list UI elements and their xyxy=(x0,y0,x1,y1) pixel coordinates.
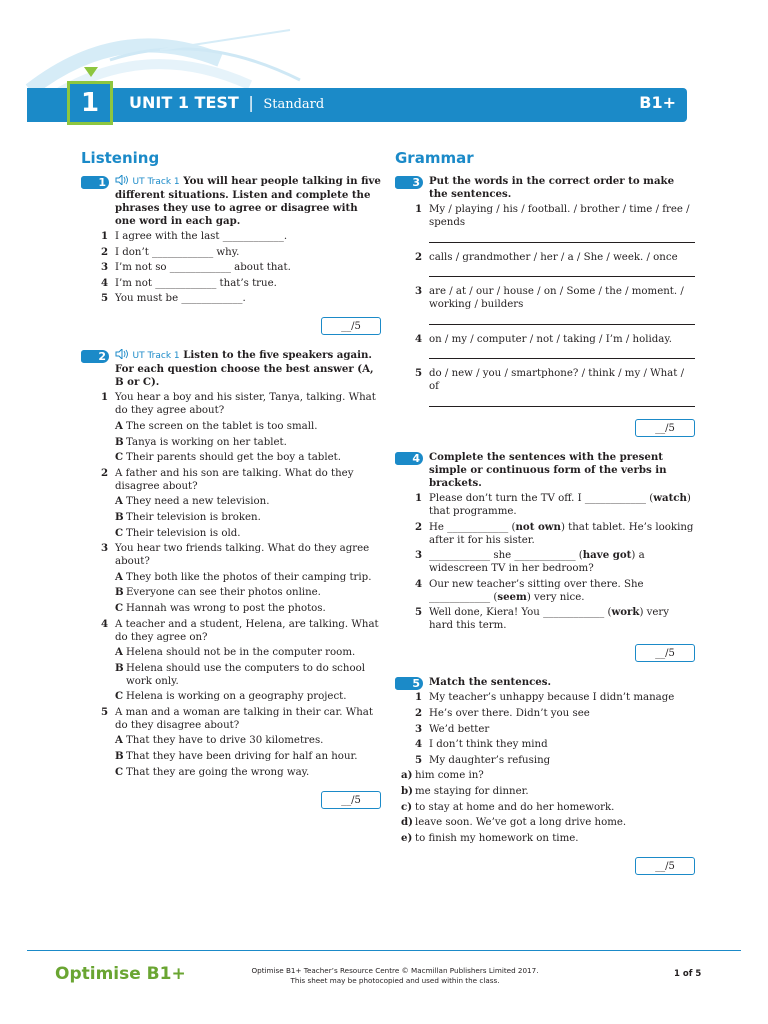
list-item: 1 My teacher’s unhappy because I didn’t manage xyxy=(415,691,675,704)
match-option: b) me staying for dinner. xyxy=(401,784,529,797)
list-item: 4 Our new teacher’s sitting over there. She ____________ (seem) very nice. xyxy=(415,577,644,603)
task-3 xyxy=(395,175,695,201)
question: 3 You hear two friends talking. What do they agree about? xyxy=(101,542,370,568)
unit-header-bar xyxy=(27,88,687,122)
answer-option[interactable]: B Everyone can see their photos online. xyxy=(115,586,321,599)
task-4 xyxy=(395,451,695,490)
list-item: 3 I’m not so ____________ about that. xyxy=(101,261,291,274)
task5-options xyxy=(381,769,695,844)
footer-copyright xyxy=(230,966,560,986)
task-instruction: Match the sentences. xyxy=(429,676,552,689)
list-item: 5 My daughter’s refusing xyxy=(415,753,551,766)
list-item: 4 I don’t think they mind xyxy=(415,738,548,751)
listening-column xyxy=(81,148,381,823)
list-item: 3 ____________ she ____________ (have got) a widescreen TV in her bedroom? xyxy=(415,549,645,575)
audio-icon xyxy=(115,175,129,185)
match-option: e) to finish my homework on time. xyxy=(401,831,579,844)
task-instruction: Listen to the five speakers again. For each question choose the best answer (A, B or C). xyxy=(115,349,374,389)
task-number-badge: 2 xyxy=(81,350,109,363)
footer-divider xyxy=(27,950,741,951)
list-item: 4 I’m not ____________ that’s true. xyxy=(101,276,277,289)
score-box[interactable]: __/5 xyxy=(635,419,695,437)
answer-line[interactable] xyxy=(429,232,695,243)
copyright-line-2: This sheet may be photocopied and used within the class. xyxy=(290,976,500,985)
unit-title xyxy=(129,93,324,112)
footer-brand: Optimise B1+ xyxy=(55,964,186,984)
list-item: 2 He’s over there. Didn’t you see xyxy=(415,706,590,719)
section-heading-listening: Listening xyxy=(81,149,160,167)
list-item: 1 Please don’t turn the TV off. I ____________ (watch) that programme. xyxy=(415,491,691,517)
list-item: 5 do / new / you / smartphone? / think / my / What / of xyxy=(415,367,684,393)
answer-option[interactable]: A The screen on the tablet is too small. xyxy=(115,419,318,432)
task-instruction: Complete the sentences with the present simple or continuous form of the verbs in brackets. xyxy=(429,450,667,489)
task-number-badge: 3 xyxy=(395,176,423,189)
test-variant: Standard xyxy=(263,97,325,112)
answer-option[interactable]: A That they have to drive 30 kilometres. xyxy=(115,734,324,747)
score-box[interactable]: __/5 xyxy=(635,644,695,662)
list-item: 3 are / at / our / house / on / Some / the / moment. / working / builders xyxy=(415,285,684,311)
task-2 xyxy=(81,349,381,389)
task-1 xyxy=(81,175,381,228)
question: 5 A man and a woman are talking in their car. What do they disagree about? xyxy=(101,705,373,731)
list-item: 2 I don’t ____________ why. xyxy=(101,245,240,258)
answer-option[interactable]: C Helena is working on a geography project. xyxy=(115,690,347,703)
answer-option[interactable]: A They need a new television. xyxy=(115,495,270,508)
task-number-badge: 4 xyxy=(395,452,423,465)
score-box[interactable]: __/5 xyxy=(321,317,381,335)
track-label: UT Track 1 xyxy=(132,177,180,187)
task-number-badge: 1 xyxy=(81,176,109,189)
answer-option[interactable]: B Tanya is working on her tablet. xyxy=(115,435,287,448)
task4-list xyxy=(395,492,695,632)
title-separator: | xyxy=(248,93,254,112)
question: 2 A father and his son are talking. What do they disagree about? xyxy=(101,466,354,492)
score-box[interactable]: __/5 xyxy=(635,857,695,875)
grammar-column xyxy=(395,148,695,889)
answer-option[interactable]: C Hannah was wrong to post the photos. xyxy=(115,601,326,614)
task-5 xyxy=(395,676,695,689)
track-label: UT Track 1 xyxy=(132,351,180,362)
unit-number-box: 1 xyxy=(67,81,113,125)
answer-option[interactable]: C Their television is old. xyxy=(115,526,241,539)
answer-option[interactable]: A Helena should not be in the computer room. xyxy=(115,646,356,659)
unit-marker-icon xyxy=(84,67,98,77)
answer-option[interactable]: B Their television is broken. xyxy=(115,510,261,523)
page-number: 1 of 5 xyxy=(674,969,702,979)
audio-icon xyxy=(115,349,129,359)
task-instruction: You will hear people talking in five different situations. Listen and complete the phrases they use to agree or disagree with one word in each gap. xyxy=(115,175,381,227)
answer-option[interactable]: C Their parents should get the boy a tablet. xyxy=(115,451,341,464)
task-instruction: Put the words in the correct order to make the sentences. xyxy=(429,175,675,200)
list-item: 4 on / my / computer / not / taking / I’m / holiday. xyxy=(415,332,672,345)
list-item: 2 He ____________ (not own) that tablet. He’s looking after it for his sister. xyxy=(415,520,694,546)
answer-option[interactable]: A They both like the photos of their camping trip. xyxy=(115,570,372,583)
answer-line[interactable] xyxy=(429,348,695,359)
score-box[interactable]: __/5 xyxy=(321,791,381,809)
task-number-badge: 5 xyxy=(395,677,423,690)
answer-line[interactable] xyxy=(429,396,695,407)
answer-line[interactable] xyxy=(429,314,695,325)
question: 4 A teacher and a student, Helena, are talking. What do they agree on? xyxy=(101,617,379,643)
list-item: 1 My / playing / his / football. / brother / time / free / spends xyxy=(415,203,690,228)
answer-line[interactable] xyxy=(429,266,695,277)
question: 1 You hear a boy and his sister, Tanya, talking. What do they agree about? xyxy=(101,391,376,417)
section-heading-grammar: Grammar xyxy=(395,149,474,167)
task2-list xyxy=(81,391,381,417)
answer-option[interactable]: C That they are going the wrong way. xyxy=(115,765,310,778)
match-option: d) leave soon. We’ve got a long drive home. xyxy=(401,816,627,829)
list-item: 1 I agree with the last ____________. xyxy=(101,230,288,242)
match-option: a) him come in? xyxy=(401,769,484,782)
list-item: 5 You must be ____________. xyxy=(101,292,246,305)
list-item: 2 calls / grandmother / her / a / She / week. / once xyxy=(415,250,678,263)
level-label: B1+ xyxy=(639,93,676,112)
unit-title-text: UNIT 1 TEST xyxy=(129,93,239,112)
list-item: 3 We’d better xyxy=(415,722,490,735)
task3-list xyxy=(395,203,695,229)
answer-option[interactable]: B Helena should use the computers to do school work only. xyxy=(115,661,365,687)
copyright-line-1: Optimise B1+ Teacher’s Resource Centre © Macmillan Publishers Limited 2017. xyxy=(251,966,539,975)
match-option: c) to stay at home and do her homework. xyxy=(401,800,615,813)
task5-list xyxy=(395,691,695,766)
task1-list xyxy=(81,230,381,305)
list-item: 5 Well done, Kiera! You ____________ (work) very hard this term. xyxy=(415,606,670,632)
answer-option[interactable]: B That they have been driving for half an hour. xyxy=(115,750,358,763)
